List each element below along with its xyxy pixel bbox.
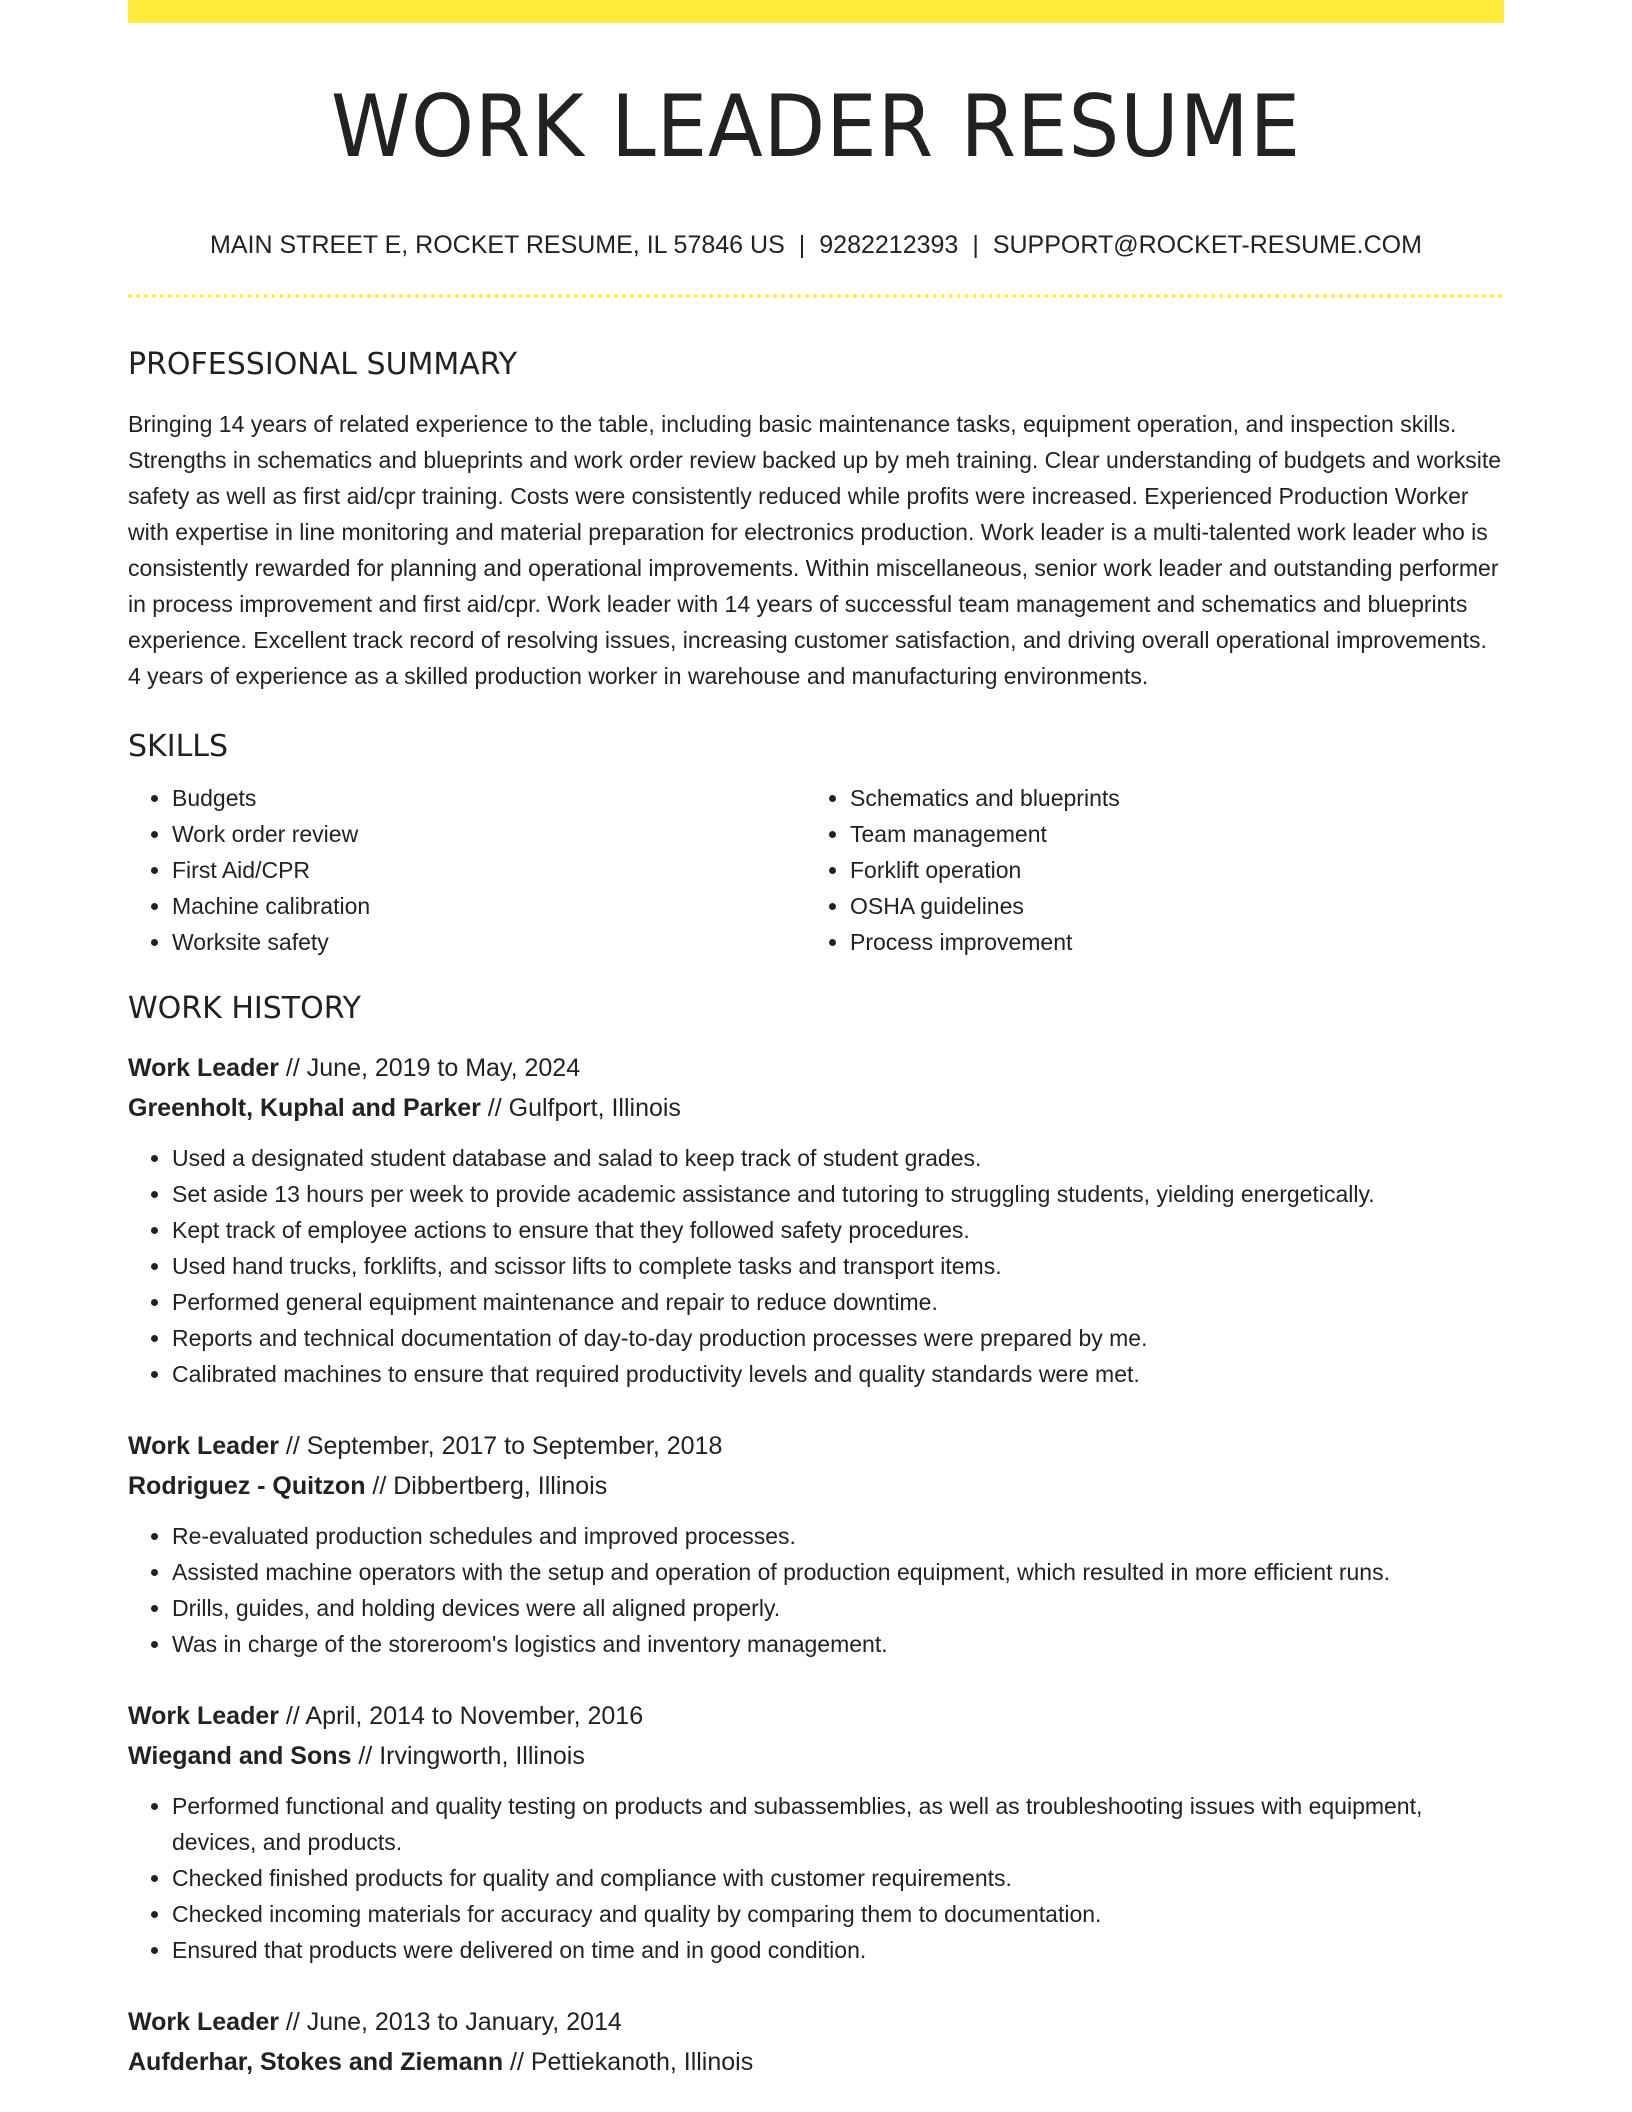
job-role-line <box>128 2002 1504 2042</box>
job-role-line <box>128 1048 1504 1088</box>
job-bullet: • Assisted machine operators with the setup and operation of production equipment, which resulted in more efficient runs. <box>172 1554 1504 1590</box>
skills-heading: SKILLS <box>128 729 229 764</box>
contact-phone: 9282212393 <box>819 231 959 259</box>
job-company: Rodriguez - Quitzon <box>128 1472 366 1500</box>
job-dates: // September, 2017 to September, 2018 <box>278 1432 723 1460</box>
skill-item: • Worksite safety <box>172 924 806 960</box>
job-bullet: • Ensured that products were delivered on time and in good condition. <box>172 1932 1504 1968</box>
top-accent-bar <box>128 0 1504 23</box>
job-company: Greenholt, Kuphal and Parker <box>128 1094 481 1122</box>
job-dates: // April, 2014 to November, 2016 <box>278 1702 644 1730</box>
skills-column-right <box>806 780 1484 960</box>
resume-title: WORK LEADER RESUME <box>330 77 1302 177</box>
job-role-line <box>128 1696 1504 1736</box>
contact-separator: | <box>798 231 806 259</box>
job-entry <box>128 2002 1504 2082</box>
job-location: // Dibbertberg, Illinois <box>365 1472 608 1500</box>
job-bullets <box>128 1788 1504 1968</box>
job-role-line <box>128 1426 1504 1466</box>
job-company-line <box>128 2042 1504 2082</box>
job-company-line <box>128 1466 1504 1506</box>
job-bullet: • Drills, guides, and holding devices were all aligned properly. <box>172 1590 1504 1626</box>
contact-line <box>128 233 1504 258</box>
skills-column-left <box>128 780 806 960</box>
job-company: Wiegand and Sons <box>128 1742 352 1770</box>
contact-separator: | <box>972 231 979 259</box>
job-company: Aufderhar, Stokes and Ziemann <box>128 2048 504 2076</box>
job-company-line <box>128 1088 1504 1128</box>
job-role: Work Leader <box>128 2008 279 2036</box>
skill-item: • Budgets <box>172 780 806 816</box>
skill-item: • First Aid/CPR <box>172 852 806 888</box>
resume-page <box>128 0 1504 2082</box>
job-dates: // June, 2013 to January, 2014 <box>278 2008 622 2036</box>
job-entry <box>128 1696 1504 1968</box>
skill-item: • Work order review <box>172 816 806 852</box>
job-dates: // June, 2019 to May, 2024 <box>278 1054 581 1082</box>
skill-item: • OSHA guidelines <box>850 888 1484 924</box>
job-bullet: • Used a designated student database and salad to keep track of student grades. <box>172 1140 1504 1176</box>
skill-item: • Forklift operation <box>850 852 1484 888</box>
job-entry <box>128 1426 1504 1662</box>
contact-address: MAIN STREET E, ROCKET RESUME, IL 57846 US <box>210 231 785 259</box>
contact-email: SUPPORT@ROCKET-RESUME.COM <box>992 231 1422 259</box>
job-location: // Pettiekanoth, Illinois <box>503 2048 754 2076</box>
job-bullet: • Performed functional and quality testing on products and subassemblies, as well as troubleshooting issues with equipment, devices, and products. <box>172 1788 1504 1860</box>
job-role: Work Leader <box>128 1054 279 1082</box>
skill-item: • Team management <box>850 816 1484 852</box>
job-bullet: • Was in charge of the storeroom's logistics and inventory management. <box>172 1626 1504 1662</box>
job-company-line <box>128 1736 1504 1776</box>
skill-item: • Schematics and blueprints <box>850 780 1484 816</box>
job-entry <box>128 1048 1504 1392</box>
job-bullet: • Set aside 13 hours per week to provide academic assistance and tutoring to struggling students, yielding energetically. <box>172 1176 1504 1212</box>
job-bullet: • Checked incoming materials for accuracy and quality by comparing them to documentation. <box>172 1896 1504 1932</box>
job-bullet: • Calibrated machines to ensure that required productivity levels and quality standards were met. <box>172 1356 1504 1392</box>
skill-item: • Machine calibration <box>172 888 806 924</box>
job-bullets <box>128 1518 1504 1662</box>
job-role: Work Leader <box>128 1702 279 1730</box>
job-bullet: • Used hand trucks, forklifts, and scissor lifts to complete tasks and transport items. <box>172 1248 1504 1284</box>
summary-heading: PROFESSIONAL SUMMARY <box>128 347 518 382</box>
job-bullet: • Reports and technical documentation of day-to-day production processes were prepared by me. <box>172 1320 1504 1356</box>
skill-item: • Process improvement <box>850 924 1484 960</box>
work-history-heading: WORK HISTORY <box>128 991 361 1026</box>
job-bullet: • Kept track of employee actions to ensure that they followed safety procedures. <box>172 1212 1504 1248</box>
skills-list <box>128 780 1504 960</box>
job-bullet: • Checked finished products for quality and compliance with customer requirements. <box>172 1860 1504 1896</box>
job-bullet: • Re-evaluated production schedules and improved processes. <box>172 1518 1504 1554</box>
job-role: Work Leader <box>128 1432 279 1460</box>
job-bullet: • Performed general equipment maintenance and repair to reduce downtime. <box>172 1284 1504 1320</box>
dotted-divider <box>128 294 1504 298</box>
job-location: // Gulfport, Illinois <box>480 1094 681 1122</box>
job-bullets <box>128 1140 1504 1392</box>
summary-text: Bringing 14 years of related experience to the table, including basic maintenance tasks, equipment operation, and inspection skills. Strengths in schematics and blueprints and work order review backed up by meh training. Clear understanding of budgets and worksite safety as well as first aid/cpr training. Costs were consistently reduced while profits were increased. Experienced Production Worker with expertise in line monitoring and material preparation for electronics production. Work leader is a multi-talented work leader who is consistently rewarded for planning and operational improvements. Within miscellaneous, senior work leader and outstanding performer in process improvement and first aid/cpr. Work leader with 14 years of successful team management and schematics and blueprints experience. Excellent track record of resolving issues, increasing customer satisfaction, and driving overall operational improvements. 4 years of experience as a skilled production worker in warehouse and manufacturing environments. <box>128 411 1502 689</box>
job-location: // Irvingworth, Illinois <box>351 1742 585 1770</box>
